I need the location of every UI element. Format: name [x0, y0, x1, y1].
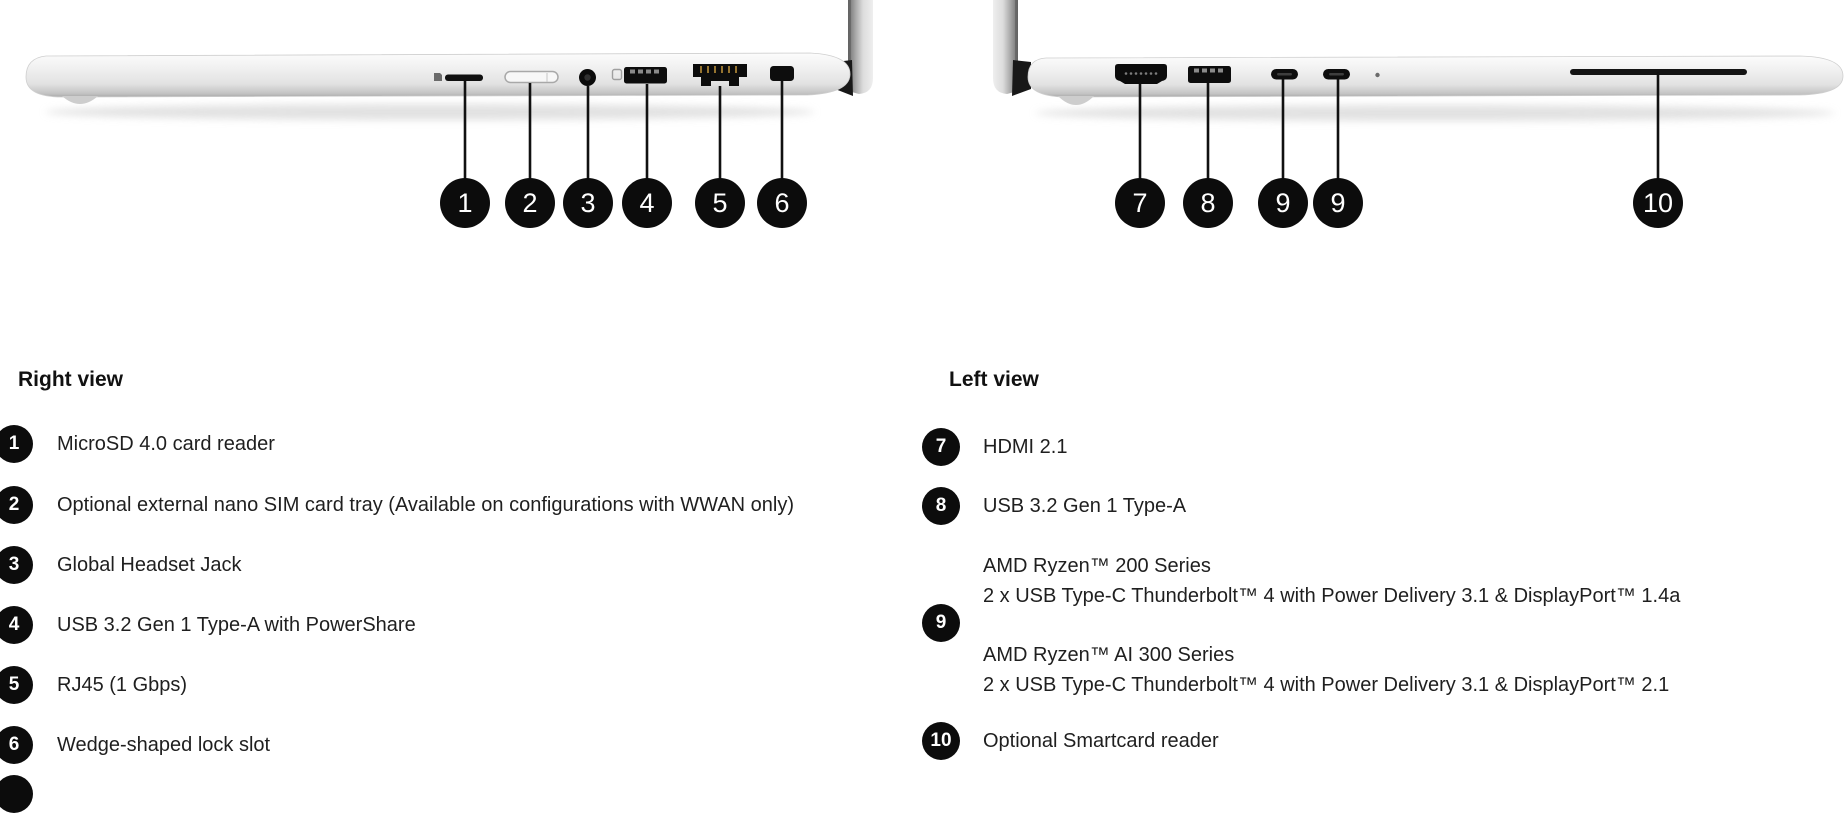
callout-10: 10: [1633, 178, 1683, 228]
microsd-card-slot: [445, 75, 483, 82]
legend-label-7: HDMI 2.1: [983, 435, 1068, 458]
legend-badge-1: 1: [0, 425, 33, 463]
legend-badge-2: 2: [0, 486, 33, 524]
right-view-title: Right view: [18, 368, 124, 391]
legend-label-9-group2-line2: 2 x USB Type-C Thunderbolt™ 4 with Power Delivery 3.1 & DisplayPort™ 2.1: [983, 673, 1670, 696]
legend-label-4: USB 3.2 Gen 1 Type-A with PowerShare: [57, 613, 416, 636]
legend-item-6: [0, 726, 270, 764]
callout-3: 3: [563, 178, 613, 228]
legend-item-8: [922, 487, 1186, 525]
wedge-lock-slot: [770, 66, 794, 81]
legend-label-9-group2-line1: AMD Ryzen™ AI 300 Series: [983, 643, 1235, 666]
legend-label-5: RJ45 (1 Gbps): [57, 673, 188, 696]
usb-c-tongue: [1277, 73, 1292, 76]
legend-label-8: USB 3.2 Gen 1 Type-A: [983, 494, 1187, 517]
callout-2: 2: [505, 178, 555, 228]
callout-5: 5: [695, 178, 745, 228]
legend-item-4: [0, 606, 416, 644]
legend-item-3: [0, 546, 242, 584]
callout-6: 6: [757, 178, 807, 228]
legend-label-6: Wedge-shaped lock slot: [57, 733, 271, 756]
laptop-right-view: [26, 0, 873, 104]
legend-item-7: [922, 428, 1067, 466]
legend-label-3: Global Headset Jack: [57, 553, 242, 576]
callout-8: 8: [1183, 178, 1233, 228]
laptop-foot: [1058, 96, 1094, 105]
legend-badge-7: 7: [922, 428, 960, 466]
callout-1: 1: [440, 178, 490, 228]
laptop-right-shadow: [45, 104, 815, 120]
legend-item-5: [0, 666, 187, 704]
laptop-diagrams: [0, 0, 1848, 270]
legend-item-9: [922, 604, 960, 642]
legend-label-9-group1-line2: 2 x USB Type-C Thunderbolt™ 4 with Power Delivery 3.1 & DisplayPort™ 1.4a: [983, 584, 1681, 607]
callout-9a: 9: [1258, 178, 1308, 228]
microsd-icon: [434, 73, 442, 81]
legend-badge-10: 10: [922, 722, 960, 760]
legend-badge-3: 3: [0, 546, 33, 584]
callout-9b: 9: [1313, 178, 1363, 228]
usb-c-tongue: [1329, 73, 1344, 76]
legend-badge-8: 8: [922, 487, 960, 525]
callout-7: 7: [1115, 178, 1165, 228]
legend-item-2: [0, 486, 794, 524]
legend-item-10: [922, 722, 1219, 760]
legend-label-1: MicroSD 4.0 card reader: [57, 432, 275, 455]
callout-4: 4: [622, 178, 672, 228]
legend-badge-5: 5: [0, 666, 33, 704]
usb-a-port-right: [624, 67, 667, 84]
legend-badge-9: 9: [922, 604, 960, 642]
left-view-title: Left view: [949, 368, 1039, 391]
laptop-left-view: [993, 0, 1843, 105]
legend-badge-4: 4: [0, 606, 33, 644]
nano-sim-tray: [505, 72, 558, 83]
legend-label-9-group1-line1: AMD Ryzen™ 200 Series: [983, 554, 1211, 577]
legend-label-2: Optional external nano SIM card tray (Available on configurations with WWAN only): [57, 493, 795, 516]
legend-badge-next-partial: [0, 775, 33, 813]
indicator-dot: [1375, 73, 1379, 77]
legend-badge-6: 6: [0, 726, 33, 764]
laptop-left-shadow: [1035, 105, 1835, 121]
legend-label-10: Optional Smartcard reader: [983, 729, 1219, 752]
legend-item-1: [0, 425, 275, 463]
headset-jack-pin: [584, 74, 590, 80]
laptop-foot: [62, 96, 98, 104]
